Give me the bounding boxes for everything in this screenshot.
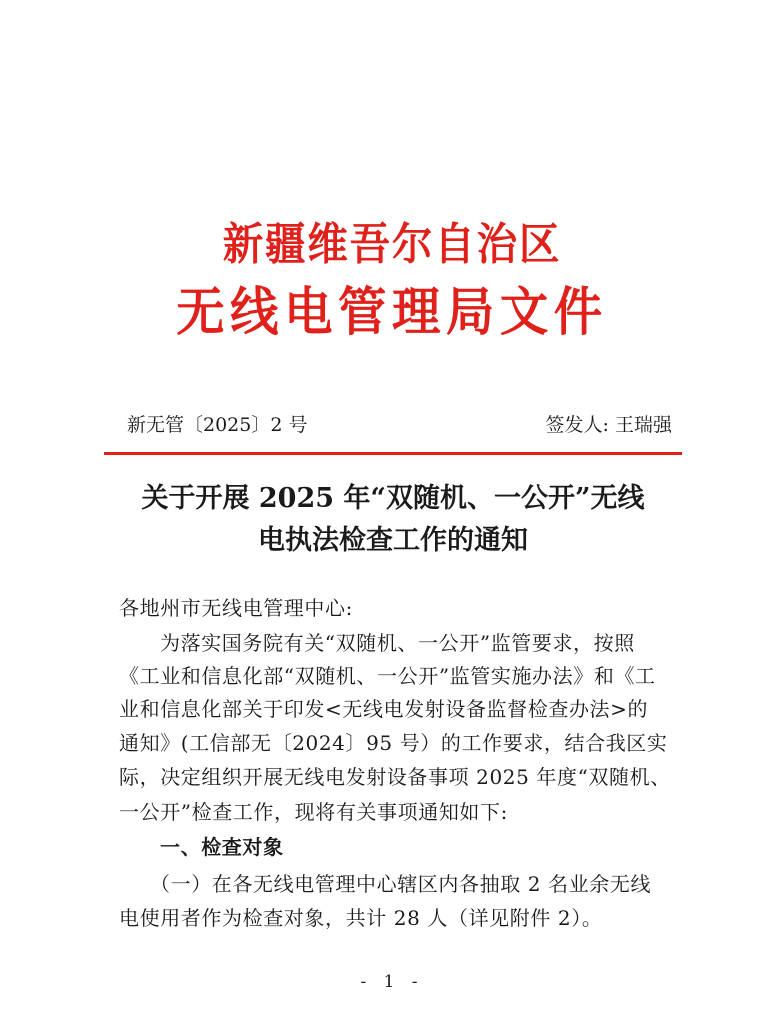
section-line: 电使用者作为检查对象，共计 28 人（详见附件 2）。 xyxy=(119,906,603,930)
signer-block xyxy=(546,410,672,437)
section-heading: 一、检查对象 xyxy=(160,835,284,859)
body-line: 际，决定组织开展无线电发射设备事项 2025 年度“双随机、 xyxy=(119,765,671,789)
document-title-line1: 关于开展 2025 年“双随机、一公开”无线 xyxy=(141,483,645,514)
page-number: - 1 - xyxy=(360,972,424,992)
body-line: 通知》(工信部无〔2024〕95 号）的工作要求，结合我区实 xyxy=(119,731,668,755)
body-line: 一公开”检查工作，现将有关事项通知如下: xyxy=(119,800,508,824)
body-line: 业和信息化部关于印发<无线电发射设备监督检查办法>的 xyxy=(119,697,649,721)
section-line: （一）在各无线电管理中心辖区内各抽取 2 名业余无线 xyxy=(150,872,652,896)
document-number: 新无管〔2025〕2 号 xyxy=(127,414,308,436)
red-divider-line xyxy=(104,452,682,455)
issuer-header-line2: 无线电管理局文件 xyxy=(176,282,608,343)
document-title-line2: 电执法检查工作的通知 xyxy=(258,525,528,556)
issuer-header-line1: 新疆维吾尔自治区 xyxy=(222,219,562,270)
body-line: 为落实国务院有关“双随机、一公开”监管要求，按照 xyxy=(160,631,635,655)
signer-label: 签发人: xyxy=(545,414,609,436)
body-line: 《工业和信息化部“双随机、一公开”监管实施办法》和《工 xyxy=(119,664,656,688)
addressee: 各地州市无线电管理中心: xyxy=(119,596,353,620)
signer-name: 王瑞强 xyxy=(614,414,672,436)
